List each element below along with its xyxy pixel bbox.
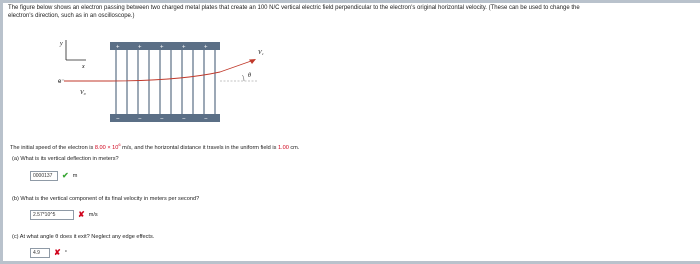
part-a-unit: m [72, 173, 78, 179]
part-a-label: (a) [12, 156, 19, 162]
minus-sign: − [160, 116, 164, 123]
deflection-figure [58, 34, 280, 130]
minus-sign: − [116, 116, 120, 123]
part-c-question [12, 234, 154, 240]
minus-sign: − [182, 116, 186, 123]
speed-value: 8.00 × 10 [94, 145, 119, 151]
plus-sign: + [160, 44, 164, 51]
part-c-text: At what angle θ does it exit? Neglect any edge effects. [19, 234, 155, 240]
part-b-answer-row [30, 210, 98, 220]
statement-text: cm. [288, 145, 300, 151]
problem-statement [10, 142, 299, 151]
theta-label: θ [248, 73, 251, 79]
speed-exponent: 6 [118, 142, 121, 147]
check-icon: ✔ [62, 171, 69, 180]
cross-icon: ✘ [78, 210, 85, 219]
part-c-label: (c) [12, 234, 19, 240]
part-a-answer-input[interactable]: 0000137 [30, 171, 58, 181]
part-b-answer-input[interactable]: 2.57*10^5 [30, 210, 74, 220]
electron-label: e⁻ [58, 79, 65, 85]
part-a-text: What is its vertical deflection in meters? [20, 156, 119, 162]
distance-value: 1.00 [277, 145, 289, 151]
part-c-answer-input[interactable]: 4.9 [30, 248, 50, 258]
y-axis-label: y [60, 41, 63, 47]
part-b-text: What is the vertical component of its final velocity in meters per second? [20, 196, 200, 202]
x-axis-label: x [82, 64, 85, 70]
page-frame-left [0, 0, 3, 264]
cross-icon: ✘ [54, 248, 61, 257]
part-b-question [12, 196, 199, 202]
part-b-label: (b) [12, 196, 19, 202]
problem-intro-line2: electron's direction, such as in an oscilloscope.) [8, 13, 135, 19]
plus-sign: + [204, 44, 208, 51]
problem-intro-line1: The figure below shows an electron passing between two charged metal plates that create an 100 N/C vertical electric field perpendicular to the electron's original horizontal velocity. (These can be used to change the [8, 5, 580, 11]
problem-intro [8, 4, 698, 20]
part-c-unit: ° [64, 250, 67, 256]
angle-arc [243, 75, 245, 81]
plus-sign: + [182, 44, 186, 51]
minus-sign: − [204, 116, 208, 123]
plus-sign: + [116, 44, 120, 51]
part-a-question [12, 156, 119, 162]
page-frame-top [0, 0, 700, 3]
statement-text: m/s, and the horizontal distance it travels in the uniform field is [120, 145, 278, 151]
minus-sign: − [138, 116, 142, 123]
part-c-answer-row [30, 248, 67, 258]
v1-label: V₁ [258, 50, 264, 56]
part-b-unit: m/s [88, 212, 98, 218]
part-a-answer-row [30, 171, 77, 181]
field-lines [116, 50, 215, 114]
statement-text: The initial speed of the electron is [10, 145, 95, 151]
plus-sign: + [138, 44, 142, 51]
v0-label: V₀ [80, 90, 86, 96]
